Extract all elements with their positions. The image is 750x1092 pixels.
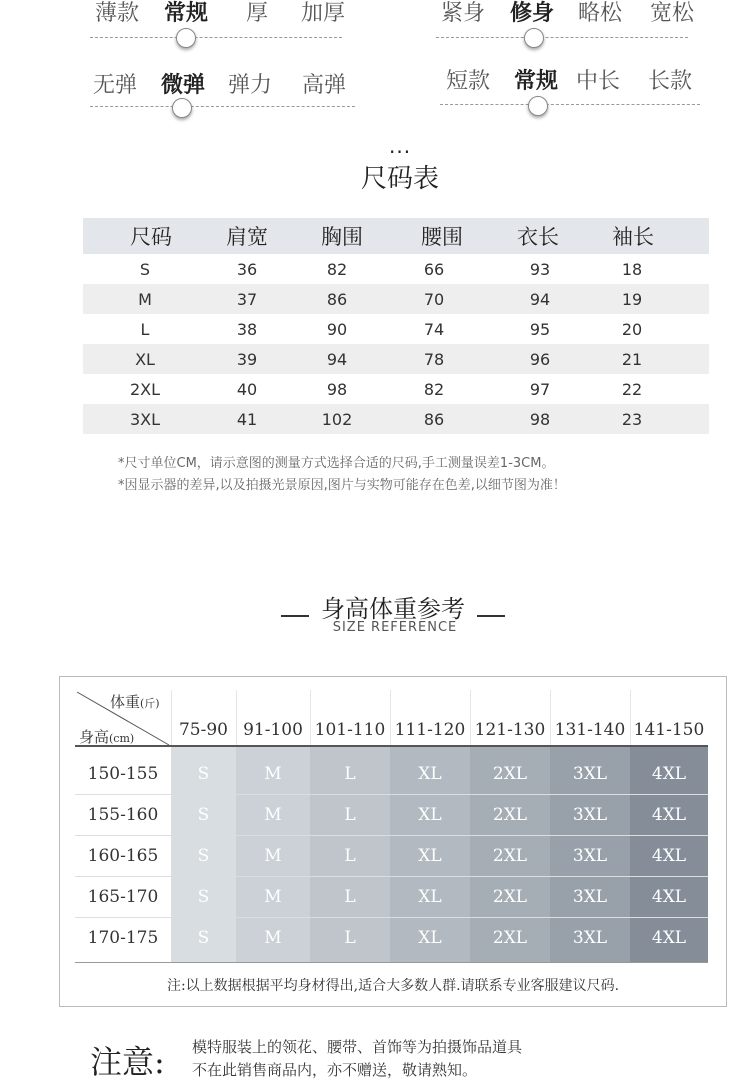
attention-title: 注意: [90,1043,165,1081]
recommended-size-cell: XL [418,886,442,907]
recommended-size-cell: M [264,886,282,907]
recommended-size-cell: 3XL [572,804,608,825]
measure-cell: 94 [326,349,348,369]
measure-cell: 97 [529,379,551,399]
size-cell: 2XL [129,379,161,399]
slider-option: 高弹 [302,73,347,98]
header-cell: 袖长 [612,225,654,249]
attention-line: 模特服装上的领花、腰带、首饰等为拍摄饰品道具 [192,1038,523,1056]
size-chart-title: 尺码表 [360,164,439,194]
recommended-size-cell: M [264,845,282,866]
measure-cell: 82 [326,259,348,279]
note-line: *尺寸单位CM，请示意图的测量方式选择合适的尺码,手工测量误差1-3CM。 [118,456,555,471]
slider-track [436,37,688,38]
header-cell: 尺码 [130,225,172,249]
header-cell: 肩宽 [226,225,268,249]
measure-cell: 78 [423,349,445,369]
title-dash [281,615,309,617]
measure-cell: 41 [236,409,258,429]
reference-note: 注:以上数据根据平均身材得出,适合大多数人群.请联系专业客服建议尺码. [166,978,620,994]
measure-cell: 37 [236,289,258,309]
size-cell: 3XL [129,409,161,429]
recommended-size-cell: 4XL [651,804,687,825]
size-table-header [83,218,709,254]
fit-slider [436,0,696,70]
size-row [83,284,709,314]
slider-option: 中长 [576,69,621,94]
recommended-size-cell: XL [418,763,442,784]
measure-cell: 98 [529,409,551,429]
measure-cell: 36 [236,259,258,279]
recommended-size-cell: S [197,763,210,784]
size-table [83,218,709,434]
measure-cell: 95 [529,319,551,339]
recommended-size-cell: 4XL [651,845,687,866]
header-cell: 胸围 [321,225,363,249]
slider-option: 厚 [246,1,269,26]
measure-cell: 74 [423,319,445,339]
attention-line: 不在此销售商品内，亦不赠送，敬请熟知。 [192,1061,478,1079]
reference-title [0,589,750,624]
reference-title-text: 身高体重参考 [321,595,465,623]
measure-cell: 82 [423,379,445,399]
recommended-size-cell: XL [418,927,442,948]
measure-cell: 96 [529,349,551,369]
measure-cell: 86 [423,409,445,429]
thickness-slider [90,0,350,70]
slider-track [90,37,342,38]
slider-option-selected: 常规 [164,1,209,26]
section-ellipsis: ... [389,134,412,158]
measure-cell: 23 [621,409,643,429]
measure-cell: 18 [621,259,643,279]
slider-track [90,106,355,107]
title-dash [477,615,505,617]
weight-range-header: 141-150 [633,720,705,740]
weight-range-header: 131-140 [554,720,626,740]
slider-knob [524,28,544,48]
recommended-size-cell: L [344,763,356,784]
size-cell: M [138,289,152,309]
slider-option: 略松 [578,1,623,26]
weight-range-header: 121-130 [474,720,546,740]
measure-cell: 93 [529,259,551,279]
slider-option-selected: 微弹 [161,73,206,98]
slider-option: 加厚 [301,1,346,26]
measure-cell: 19 [621,289,643,309]
recommended-size-cell: XL [418,804,442,825]
size-table-body [83,254,709,434]
weight-range-header: 111-120 [394,720,466,740]
recommended-size-cell: M [264,927,282,948]
measure-cell: 39 [236,349,258,369]
recommended-size-cell: 2XL [492,927,528,948]
height-range-label: 150-155 [87,763,159,784]
height-range-label: 155-160 [87,804,159,825]
size-cell: L [140,319,150,339]
recommended-size-cell: S [197,845,210,866]
recommended-size-cell: 4XL [651,886,687,907]
size-row [83,314,709,344]
slider-knob [172,98,192,118]
measure-cell: 40 [236,379,258,399]
recommended-size-cell: M [264,763,282,784]
bottom-rule [75,962,708,963]
height-range-label: 160-165 [87,845,159,866]
size-row [83,404,709,434]
recommended-size-cell: S [197,804,210,825]
header-cell: 衣长 [517,225,559,249]
measure-cell: 102 [321,409,353,429]
slider-option: 薄款 [95,1,140,26]
slider-option: 宽松 [650,1,695,26]
recommended-size-cell: 3XL [572,845,608,866]
recommended-size-cell: 2XL [492,804,528,825]
slider-option: 无弹 [93,73,138,98]
recommended-size-cell: L [344,927,356,948]
measure-cell: 98 [326,379,348,399]
weight-range-header: 91-100 [243,720,303,740]
weight-range-header: 75-90 [178,720,228,740]
measure-cell: 86 [326,289,348,309]
recommended-size-cell: 3XL [572,927,608,948]
size-cell: XL [135,349,155,369]
measure-cell: 66 [423,259,445,279]
slider-knob [528,96,548,116]
reference-subtitle: SIZE REFERENCE [332,620,458,635]
slider-track [440,104,700,105]
measure-cell: 21 [621,349,643,369]
measure-cell: 94 [529,289,551,309]
measure-cell: 20 [621,319,643,339]
recommended-size-cell: 4XL [651,763,687,784]
measure-cell: 22 [621,379,643,399]
note-line: *因显示器的差异,以及拍摄光景原因,图片与实物可能存在色差,以细节图为准！ [118,478,566,493]
measure-cell: 38 [236,319,258,339]
size-row [83,254,709,284]
recommended-size-cell: 2XL [492,886,528,907]
size-row [83,374,709,404]
size-notes [118,453,566,497]
height-range-label: 170-175 [87,927,159,948]
recommended-size-cell: 3XL [572,886,608,907]
slider-option: 短款 [446,69,491,94]
recommended-size-cell: S [197,927,210,948]
height-axis-label: 身高(cm) [79,728,135,746]
stretch-slider [90,68,360,138]
recommended-size-cell: S [197,886,210,907]
weight-axis-label: 体重(斤) [110,693,160,711]
slider-option: 紧身 [441,1,486,26]
size-row [83,344,709,374]
slider-option-selected: 修身 [510,1,555,26]
recommended-size-cell: L [344,845,356,866]
measure-cell: 90 [326,319,348,339]
attention-text [192,1036,522,1082]
height-range-label: 165-170 [87,886,159,907]
slider-option: 长款 [648,69,693,94]
length-slider [440,64,702,134]
recommended-size-cell: 2XL [492,763,528,784]
recommended-size-cell: XL [418,845,442,866]
recommended-size-cell: L [344,804,356,825]
recommended-size-cell: L [344,886,356,907]
header-cell: 腰围 [421,225,463,249]
size-cell: S [139,259,151,279]
measure-cell: 70 [423,289,445,309]
slider-option: 弹力 [228,73,273,98]
recommended-size-cell: 3XL [572,763,608,784]
weight-range-header: 101-110 [314,720,386,740]
header-rule [75,745,708,747]
recommended-size-cell: 2XL [492,845,528,866]
slider-option-selected: 常规 [514,69,559,94]
slider-knob [176,28,196,48]
recommended-size-cell: 4XL [651,927,687,948]
recommended-size-cell: M [264,804,282,825]
